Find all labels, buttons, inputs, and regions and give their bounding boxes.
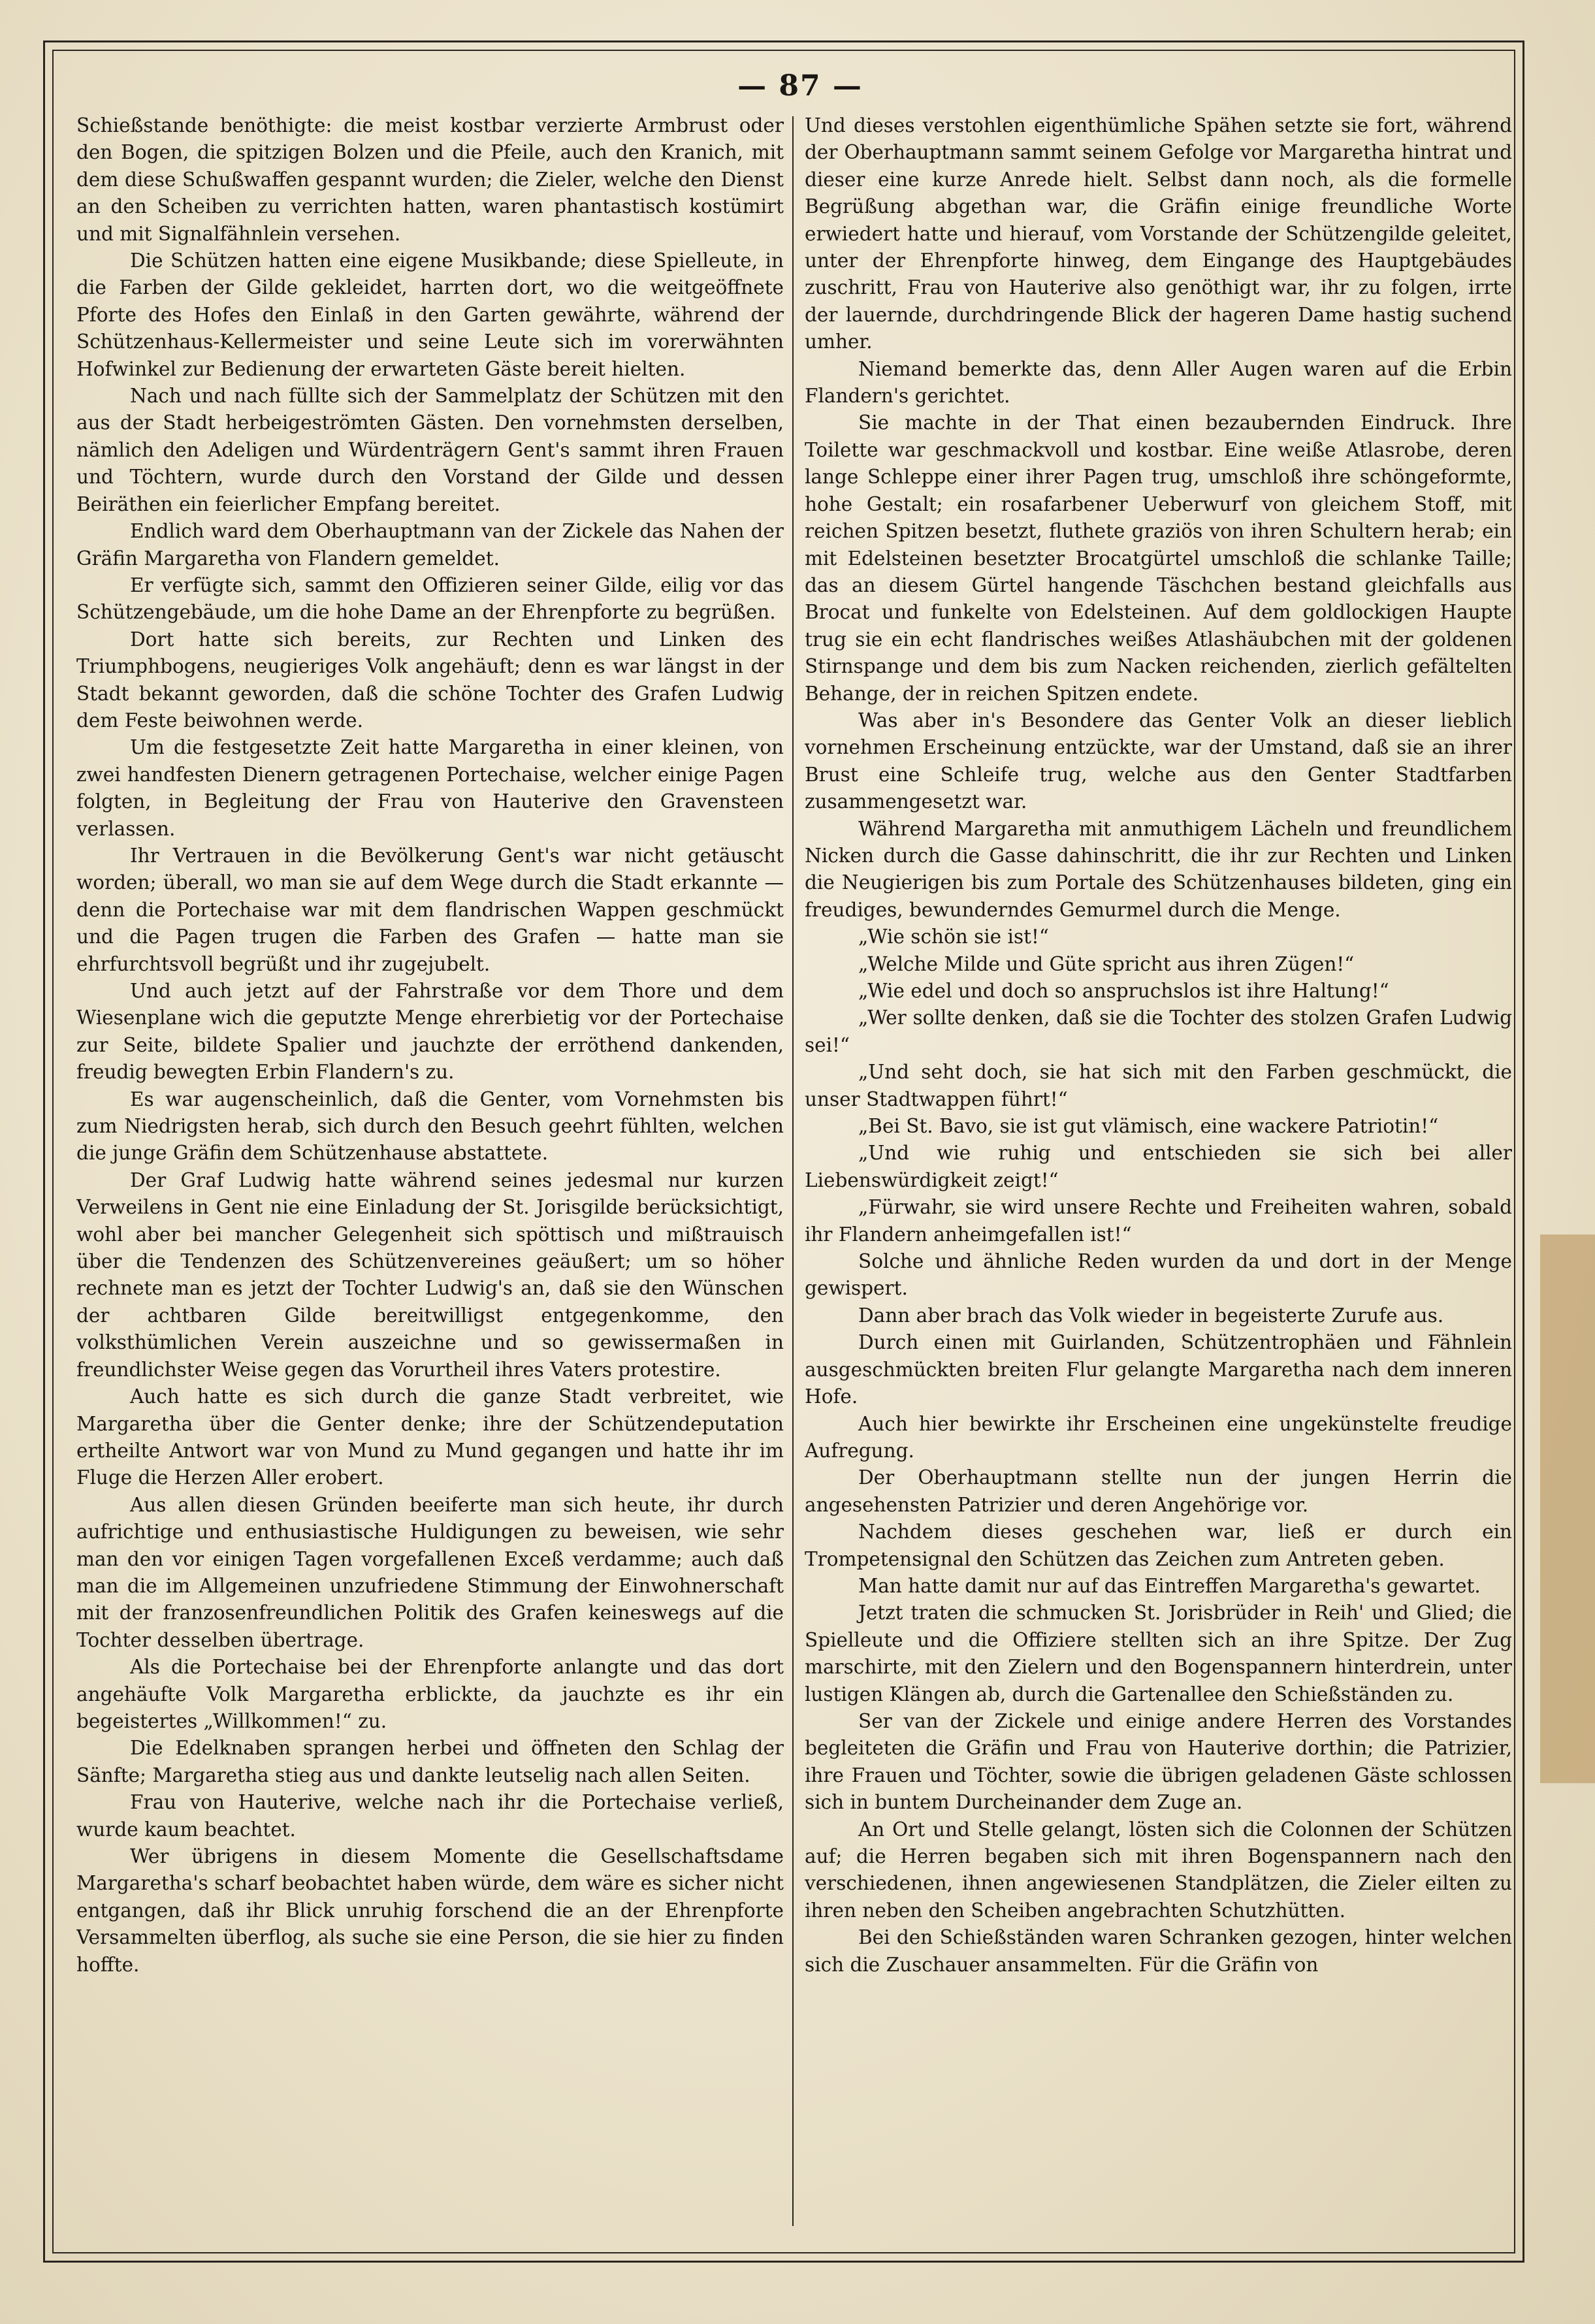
paragraph: Nach und nach füllte sich der Sammelplatz der Schützen mit den aus der Stadt herbeigeströmten Gästen. Den vornehmsten derselben, nämlich den Adeligen und Würdenträgern Gent's sammt ihren Frauen und Töchtern, wurde durch den Vorstand der Gilde und dessen Beiräthen ein feierlicher Empfang bereitet. — [76, 385, 784, 515]
paragraph: Wer übrigens in diesem Momente die Gesellschaftsdame Margaretha's scharf beobachtet haben würde, dem wäre es sicher nicht entgangen, daß ihr Blick unruhig forschend die an der Ehrenpforte Versammelten überflog, als suche sie eine Person, die sie hier zu finden hoffte. — [76, 1845, 784, 1976]
paragraph: Auch hatte es sich durch die ganze Stadt verbreitet, wie Margaretha über die Genter denke; ihre der Schützendeputation ertheilte Antwort war von Mund zu Mund gegangen und hatte ihr im Fluge die Herzen Aller erobert. — [76, 1385, 784, 1489]
paragraph: Sie machte in der That einen bezaubernden Eindruck. Ihre Toilette war geschmackvoll und kostbar. Eine weiße Atlasrobe, deren lange Schleppe einer ihrer Pagen trug, umschloß ihre schöngeformte, hohe Gestalt; ein rosafarbener Ueberwurf von gleichem Stoff, mit reichen Spitzen besetzt, fluthete graziös von ihren Schultern herab; ein mit Edelsteinen besetzter Brocatgürtel umschloß die schlanke Taille; das an diesem Gürtel hangende Täschchen bestand gleichfalls aus Brocat und funkelte von Edelsteinen. Auf dem goldlockigen Haupte trug sie ein echt flandrisches weißes Atlashäubchen mit der goldenen Stirnspange und dem bis zum Nacken reichenden, zierlich gefältelten Behange, der in reichen Spitzen endete. — [805, 412, 1512, 705]
page-number: — 87 — — [737, 69, 863, 103]
paragraph: Durch einen mit Guirlanden, Schützentrophäen und Fähnlein ausgeschmückten breiten Flur gelangte Margaretha nach dem inneren Hofe. — [805, 1331, 1512, 1408]
column-divider — [792, 116, 794, 2226]
paragraph: Solche und ähnliche Reden wurden da und dort in der Menge gewispert. — [805, 1250, 1512, 1300]
paragraph: Der Graf Ludwig hatte während seines jedesmal nur kurzen Verweilens in Gent nie eine Einladung der St. Jorisgilde berücksichtigt, wohl aber bei mancher Gelegenheit sich spöttisch und mißtrauisch über die Tendenzen des Schützenvereines geäußert; um so höher rechnete man es jetzt der Tochter Ludwig's an, daß sie den Wünschen der achtbaren Gilde bereitwilligst entgegenkomme, den volksthümlichen Verein auszeichne und so gewissermaßen in freundlichster Weise gegen das Vorurtheil ihres Vaters protestire. — [76, 1169, 784, 1381]
paragraph: „Fürwahr, sie wird unsere Rechte und Freiheiten wahren, sobald ihr Flandern anheimgefallen ist!“ — [805, 1196, 1512, 1246]
paragraph: Schießstande benöthigte: die meist kostbar verzierte Armbrust oder den Bogen, die spitzigen Bolzen und die Pfeile, auch den Kranich, mit dem diese Schußwaffen gespannt wurden; die Zieler, welche den Dienst an den Scheiben zu verrichten hatten, waren phantastisch kostümirt und mit Signalfähnlein versehen. — [76, 114, 784, 245]
paragraph: Die Schützen hatten eine eigene Musikbande; diese Spielleute, in die Farben der Gilde gekleidet, harrten dort, wo die weitgeöffnete Pforte des Hofes den Einlaß in den Garten gewährte, während der Schützenhaus-Kellermeister und seine Leute sich im vorerwähnten Hofwinkel zur Bedienung der erwarteten Gäste bereit hielten. — [76, 250, 784, 380]
paragraph: „Wer sollte denken, daß sie die Tochter des stolzen Grafen Ludwig sei!“ — [805, 1007, 1512, 1056]
paragraph: An Ort und Stelle gelangt, lösten sich die Colonnen der Schützen auf; die Herren begaben sich mit ihren Bogenspannern nach den verschiedenen, ihnen angewiesenen Standplätzen, die Zieler eilten zu ihren neben den Scheiben angebrachten Schutzhütten. — [805, 1818, 1512, 1922]
paragraph: Bei den Schießständen waren Schranken gezogen, hinter welchen sich die Zuschauer ansammelten. Für die Gräfin von — [805, 1926, 1512, 1976]
paragraph: Aus allen diesen Gründen beeiferte man sich heute, ihr durch aufrichtige und enthusiastische Huldigungen zu beweisen, wie sehr man den vor einigen Tagen vorgefallenen Exceß verdamme; auch daß man die im Allgemeinen unzufriedene Stimmung der Einwohnerschaft mit der franzosenfreundlichen Politik des Grafen keineswegs auf die Tochter desselben übertrage. — [76, 1493, 784, 1651]
paragraph: Während Margaretha mit anmuthigem Lächeln und freundlichem Nicken durch die Gasse dahinschritt, die ihr zur Rechten und Linken die Neugierigen bis zum Portale des Schützenhauses bildeten, ging ein freudiges, bewunderndes Gemurmel durch die Menge. — [805, 817, 1512, 921]
paragraph: „Bei St. Bavo, sie ist gut vlämisch, eine wackere Patriotin!“ — [858, 1115, 1439, 1138]
paragraph: Um die festgesetzte Zeit hatte Margaretha in einer kleinen, von zwei handfesten Dienern getragenen Portechaise, welcher einige Pagen folgten, in Begleitung der Frau von Hauterive den Gravensteen verlassen. — [76, 736, 784, 840]
paragraph: Niemand bemerkte das, denn Aller Augen waren auf die Erbin Flandern's gerichtet. — [805, 357, 1512, 408]
paper-stain — [1540, 1235, 1595, 1783]
paragraph: Die Edelknaben sprangen herbei und öffneten den Schlag der Sänfte; Margaretha stieg aus und dankte leutselig nach allen Seiten. — [76, 1737, 784, 1786]
paragraph: Als die Portechaise bei der Ehrenpforte anlangte und das dort angehäufte Volk Margaretha erblickte, da jauchzte es ihr ein begeistertes „Willkommen!“ zu. — [76, 1656, 784, 1732]
paragraph: Ser van der Zickele und einige andere Herren des Vorstandes begleiteten die Gräfin und Frau von Hauterive dorthin; die Patrizier, ihre Frauen und Töchter, sowie die übrigen geladenen Gäste schlossen sich in buntem Durcheinander dem Zuge an. — [805, 1709, 1512, 1814]
paragraph: Und dieses verstohlen eigenthümliche Spähen setzte sie fort, während der Oberhauptmann sammt seinem Gefolge vor Margaretha hintrat und dieser eine kurze Anrede hielt. Selbst dann noch, als die formelle Begrüßung abgethan war, die Gräfin einige freundliche Worte erwiedert hatte und hierauf, vom Vorstande der Schützengilde geleitet, unter der Ehrenpforte hinweg, dem Eingange des Hauptgebäudes zuschritt, Frau von Hauterive also genöthigt war, ihr zu folgen, irrte der lauernde, durchdringende Blick der hageren Dame hastig suchend umher. — [805, 114, 1512, 353]
left-column — [76, 112, 784, 2235]
paragraph: Jetzt traten die schmucken St. Jorisbrüder in Reih' und Glied; die Spielleute und die Offiziere stellten sich an ihre Spitze. Der Zug marschirte, mit den Zielern und den Bogenspannern hinterdrein, unter lustigen Klängen ab, durch die Gartenallee den Schießständen zu. — [805, 1602, 1512, 1705]
paragraph: Ihr Vertrauen in die Bevölkerung Gent's war nicht getäuscht worden; überall, wo man sie auf dem Wege durch die Stadt erkannte — denn die Portechaise war mit dem flandrischen Wappen geschmückt und die Pagen trugen die Farben des Grafen — hatte man sie ehrfurchtsvoll begrüßt und ihr zugejubelt. — [76, 844, 784, 975]
paragraph: Dort hatte sich bereits, zur Rechten und Linken des Triumphbogens, neugieriges Volk angehäuft; denn es war längst in der Stadt bekannt geworden, daß die schöne Tochter des Grafen Ludwig dem Feste beiwohnen werde. — [76, 628, 784, 732]
paragraph: Was aber in's Besondere das Genter Volk an dieser lieblich vornehmen Erscheinung entzückte, war der Umstand, daß sie an ihrer Brust eine Schleife trug, welche aus den Genter Stadtfarben zusammengesetzt war. — [805, 709, 1512, 813]
paragraph: „Welche Milde und Güte spricht aus ihren Zügen!“ — [858, 952, 1355, 975]
paragraph: Frau von Hauterive, welche nach ihr die Portechaise verließ, wurde kaum beachtet. — [76, 1791, 784, 1841]
paragraph: Man hatte damit nur auf das Eintreffen Margaretha's gewartet. — [858, 1574, 1481, 1597]
paragraph: „Und seht doch, sie hat sich mit den Farben geschmückt, die unser Stadtwappen führt!“ — [805, 1061, 1512, 1110]
paragraph: „Wie schön sie ist!“ — [858, 926, 1049, 948]
paragraph: „Und wie ruhig und entschieden sie sich bei aller Liebenswürdigkeit zeigt!“ — [805, 1142, 1512, 1191]
right-column — [805, 112, 1512, 2235]
paragraph: „Wie edel und doch so anspruchslos ist ihre Haltung!“ — [858, 980, 1389, 1002]
paragraph: Es war augenscheinlich, daß die Genter, vom Vornehmsten bis zum Niedrigsten herab, sich durch den Besuch geehrt fühlten, welchen die junge Gräfin dem Schützenhause abstattete. — [76, 1088, 784, 1165]
paragraph: Und auch jetzt auf der Fahrstraße vor dem Thore und dem Wiesenplane wich die geputzte Menge ehrerbietig vor der Portechaise zur Seite, bildete Spalier und jauchzte der erröthend dankenden, freudig bewegten Erbin Flandern's zu. — [76, 980, 784, 1084]
paragraph: Dann aber brach das Volk wieder in begeisterte Zurufe aus. — [858, 1304, 1444, 1327]
paragraph: Der Oberhauptmann stellte nun der jungen Herrin die angesehensten Patrizier und deren Angehörige vor. — [805, 1466, 1512, 1516]
paragraph: Endlich ward dem Oberhauptmann van der Zickele das Nahen der Gräfin Margaretha von Flandern gemeldet. — [76, 520, 784, 570]
paragraph: Er verfügte sich, sammt den Offizieren seiner Gilde, eilig vor das Schützengebäude, um die hohe Dame an der Ehrenpforte zu begrüßen. — [76, 573, 784, 624]
paragraph: Nachdem dieses geschehen war, ließ er durch ein Trompetensignal den Schützen das Zeichen zum Antreten geben. — [805, 1521, 1512, 1570]
paragraph: Auch hier bewirkte ihr Erscheinen eine ungekünstelte freudige Aufregung. — [805, 1412, 1512, 1462]
